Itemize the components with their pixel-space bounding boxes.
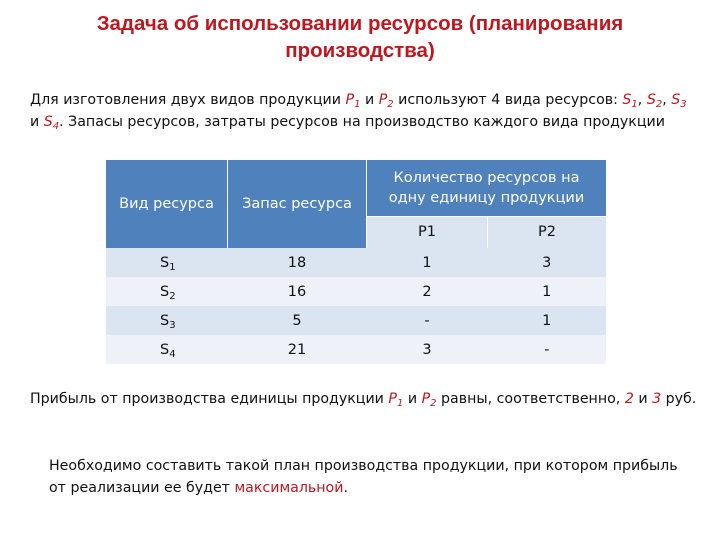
stock-cell: 5 <box>228 306 367 335</box>
goal-paragraph: Необходимо составить такой план производства продукции, при котором прибыль от реализации ее будет максимальной. <box>49 458 678 496</box>
intro-text: и <box>360 92 379 108</box>
intro-text: используют 4 вида ресурсов: <box>393 92 623 108</box>
intro-paragraph: Для изготовления двух видов продукции $P_1$ и $P_2$ используют 4 вида ресурсов: $S_1$, $S_2$, $S_3$ и $S_4$. Запасы ресурсов, затраты ресурсов на производство каждого вида продукции <box>30 92 687 132</box>
product-p2: $P_2$ <box>421 391 437 409</box>
table-row <box>106 306 606 335</box>
p2-cell: - <box>488 335 607 364</box>
resource-s4: $S_4$ <box>43 114 60 132</box>
table-row <box>106 335 606 364</box>
resource-cell: $S_4$ <box>106 335 228 364</box>
p2-cell: 1 <box>488 277 607 306</box>
intro-text: и <box>30 114 44 130</box>
p1-cell: 1 <box>367 248 488 277</box>
intro-text: . Запасы ресурсов, затраты ресурсов на производство каждого вида продукции <box>59 114 665 130</box>
resource-s1: $S_1$ <box>622 92 638 110</box>
header-p2: P2 <box>488 216 607 248</box>
header-p1: P1 <box>367 216 488 248</box>
profit-value-2: 3 <box>652 391 662 407</box>
p1-cell: 3 <box>367 335 488 364</box>
resources-table <box>106 160 606 364</box>
resource-cell: $S_3$ <box>106 306 228 335</box>
product-p1: $P_1$ <box>388 391 404 409</box>
resource-s2: $S_2$ <box>646 92 663 110</box>
stock-cell: 18 <box>228 248 367 277</box>
stock-cell: 16 <box>228 277 367 306</box>
stock-cell: 21 <box>228 335 367 364</box>
p2-cell: 1 <box>488 306 607 335</box>
resource-s3: $S_3$ <box>671 92 687 110</box>
p1-cell: 2 <box>367 277 488 306</box>
table-row <box>106 248 606 277</box>
header-resource-type: Вид ресурса <box>106 160 228 248</box>
product-p2: $P_2$ <box>378 92 394 110</box>
p1-cell: - <box>367 306 488 335</box>
profit-paragraph: Прибыль от производства единицы продукции $P_1$ и $P_2$ равны, соответственно, 2 и 3 руб. <box>30 391 697 409</box>
goal-highlight: максимальной <box>234 480 344 496</box>
header-stock: Запас ресурса <box>228 160 367 248</box>
profit-value-1: 2 <box>624 391 634 407</box>
table-row <box>106 277 606 306</box>
resource-cell: $S_1$ <box>106 248 228 277</box>
header-quantity: Количество ресурсов на одну единицу продукции <box>367 160 607 216</box>
intro-text: Для изготовления двух видов продукции <box>30 92 346 108</box>
p2-cell: 3 <box>488 248 607 277</box>
page-title: Задача об использовании ресурсов (планирования производства) <box>96 12 624 62</box>
product-p1: $P_1$ <box>345 92 361 110</box>
resource-cell: $S_2$ <box>106 277 228 306</box>
